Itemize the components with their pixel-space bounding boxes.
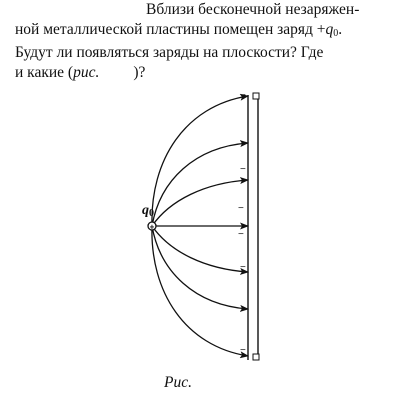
charge-label: $q_0$ (142, 203, 154, 219)
induced-charge-2: − (240, 164, 246, 175)
problem-line-3: Будут ли появляться заряды на плоскости? Где (15, 44, 324, 61)
field-line-7 (152, 226, 248, 356)
problem-line-4: и какие (рис. )? (15, 63, 146, 81)
field-line-1 (152, 96, 248, 226)
field-line-3 (152, 180, 248, 226)
metal-plate (248, 93, 259, 360)
induced-charges (238, 90, 246, 356)
field-line-5 (152, 226, 248, 272)
induced-charge-6: − (240, 345, 246, 356)
figure-caption: Рис. (164, 374, 192, 391)
plate-top-cap (253, 93, 259, 99)
induced-charge-4: − (238, 229, 244, 240)
field-lines (149, 96, 248, 356)
induced-charge-3: − (238, 203, 244, 214)
induced-charge-5: − (240, 262, 246, 273)
point-charge-sign: + (149, 222, 155, 232)
induced-charge-1: − (240, 90, 246, 101)
problem-line-2: ной металлической пластины помещен заряд $+q_0$. (15, 20, 343, 39)
problem-line-1: Вблизи бесконечной незаряжен- (146, 1, 360, 18)
plate-bottom-cap (253, 354, 259, 360)
